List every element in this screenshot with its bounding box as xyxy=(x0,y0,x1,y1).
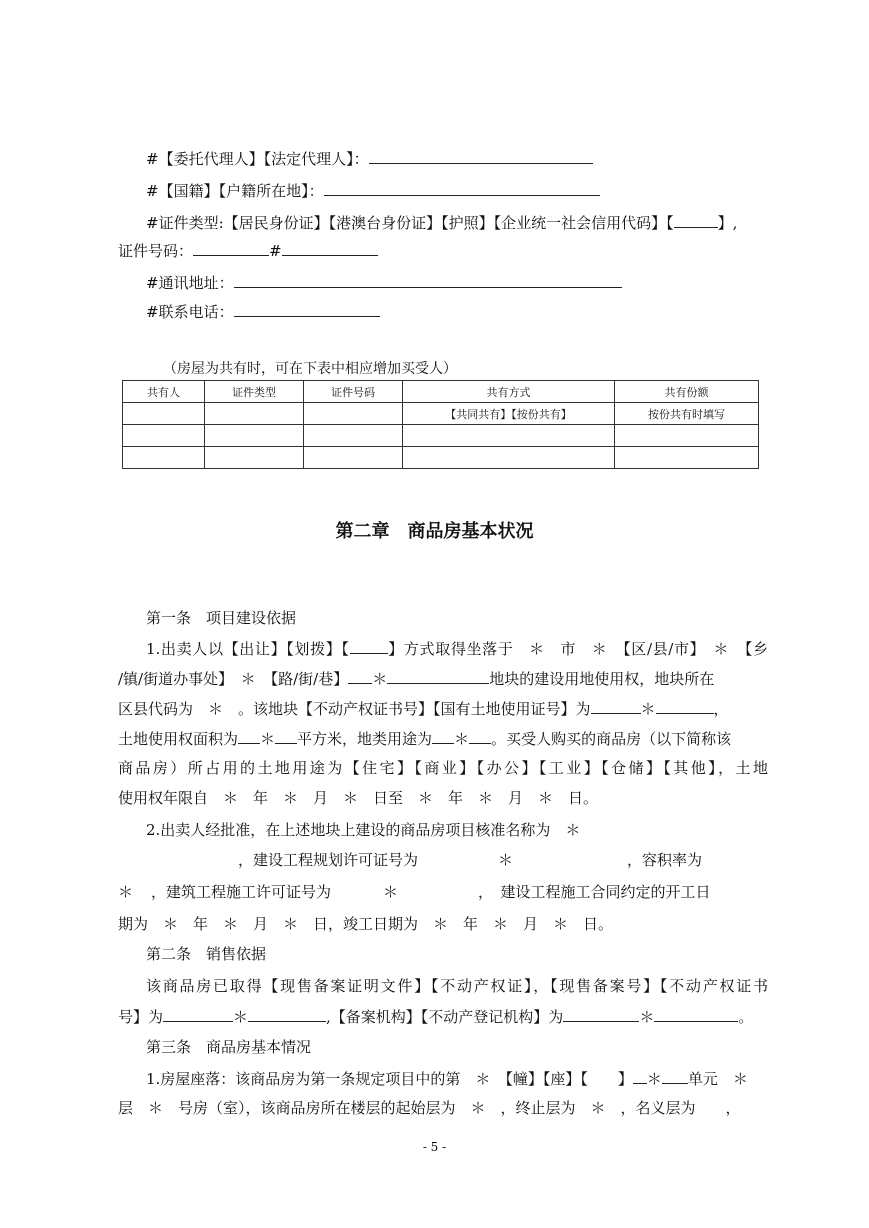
id-type-blank[interactable] xyxy=(674,212,718,228)
text: ＊ xyxy=(233,1008,249,1026)
table-cell[interactable] xyxy=(123,447,205,469)
nationality-line xyxy=(146,180,768,201)
header-ownership-share: 共有份额 xyxy=(615,381,759,403)
article-2-line-1: 该商品房已取得【现售备案证明文件】【不动产权证】，【现售备案号】【不动产权证书 xyxy=(146,977,768,995)
blank[interactable] xyxy=(238,728,260,744)
table-cell[interactable] xyxy=(123,425,205,447)
id-number-blank-2[interactable] xyxy=(282,240,378,256)
blank[interactable] xyxy=(633,1068,647,1084)
header-id-type: 证件类型 xyxy=(205,381,304,403)
page-number: - 5 - xyxy=(422,1140,447,1154)
text: ＊ xyxy=(498,851,514,869)
text: ＊ xyxy=(454,730,470,748)
address-line xyxy=(146,272,768,293)
table-cell[interactable] xyxy=(403,425,615,447)
article-2-heading: 第二条 销售依据 xyxy=(146,945,267,963)
article-3-line-2: 层 ＊ 号房（室），该商品房所在楼层的起始层为 ＊ ，终止层为 ＊ ，名义层为 ， xyxy=(118,1099,741,1117)
text: 。 xyxy=(738,1008,754,1026)
text: 区县代码为 ＊ 。该地块【不动产权证书号】【国有土地使用证号】为 xyxy=(118,700,591,718)
table-cell[interactable] xyxy=(403,447,615,469)
article-2-line-2 xyxy=(118,1006,768,1027)
id-number-label: 证件号码： xyxy=(118,242,194,260)
article-1-line-7: 2.出卖人经批准，在上述地块上建设的商品房项目核准名称为 ＊ xyxy=(146,821,581,839)
text: 土地使用权面积为 xyxy=(118,730,239,748)
article-1-line-1 xyxy=(146,638,768,659)
table-cell[interactable] xyxy=(205,447,304,469)
table-cell[interactable]: 按份共有时填写 xyxy=(615,403,759,425)
table-cell[interactable] xyxy=(615,425,759,447)
text: 】方式取得坐落于 ＊ 市 ＊ 【区/县/市】 ＊ 【乡 xyxy=(387,640,768,658)
coowner-note: （房屋为共有时，可在下表中相应增加买受人） xyxy=(163,361,457,377)
blank[interactable] xyxy=(387,668,489,684)
article-1-line-3 xyxy=(118,698,768,719)
blank[interactable] xyxy=(432,728,454,744)
table-cell[interactable] xyxy=(205,403,304,425)
table-row xyxy=(123,447,759,469)
id-number-line xyxy=(118,240,768,261)
table-cell[interactable] xyxy=(205,425,304,447)
table-cell[interactable] xyxy=(304,403,403,425)
table-cell[interactable] xyxy=(304,425,403,447)
article-1-line-5: 商品房）所占用的土地用途为【住宅】【商业】【办公】【工业】【仓储】【其他】，土地 xyxy=(118,759,768,777)
blank[interactable] xyxy=(591,698,641,714)
blank[interactable] xyxy=(563,1006,639,1022)
text: ，容积率为 xyxy=(627,851,703,869)
article-3-heading: 第三条 商品房基本情况 xyxy=(146,1038,312,1056)
text: ＊ xyxy=(260,730,276,748)
text: ＊ xyxy=(372,670,388,688)
article-1-line-4 xyxy=(118,728,768,749)
article-1-line-6: 使用权年限自 ＊ 年 ＊ 月 ＊ 日至 ＊ 年 ＊ 月 ＊ 日。 xyxy=(118,789,599,807)
blank[interactable] xyxy=(348,668,372,684)
phone-label: #联系电话： xyxy=(146,303,234,321)
text: 单元 ＊ xyxy=(687,1070,748,1088)
blank[interactable] xyxy=(662,1068,688,1084)
agent-blank[interactable] xyxy=(369,148,593,164)
article-1-line-10: 期为 ＊ 年 ＊ 月 ＊ 日，竣工日期为 ＊ 年 ＊ 月 ＊ 日。 xyxy=(118,915,614,933)
blank[interactable] xyxy=(469,728,491,744)
text: /镇/街道办事处】 ＊ 【路/街/巷】 xyxy=(118,670,349,688)
agent-label: #【委托代理人】【法定代理人】： xyxy=(146,150,369,168)
text: 地块的建设用地使用权，地块所在 xyxy=(489,670,715,688)
text: ，建筑工程施工许可证号为 xyxy=(151,883,332,901)
table-cell[interactable]: 【共同共有】【按份共有】 xyxy=(403,403,615,425)
id-type-line xyxy=(146,212,768,233)
table-header-row xyxy=(123,381,759,403)
text: 号】为 xyxy=(118,1008,164,1026)
nationality-blank[interactable] xyxy=(324,180,600,196)
blank[interactable] xyxy=(163,1006,233,1022)
address-blank[interactable] xyxy=(234,272,622,288)
article-1-heading: 第一条 项目建设依据 xyxy=(146,609,297,627)
id-type-end: 】, xyxy=(717,214,738,232)
article-3-line-1 xyxy=(146,1068,768,1089)
blank[interactable] xyxy=(654,1006,738,1022)
text: ＊ xyxy=(639,1008,655,1026)
table-cell[interactable] xyxy=(615,447,759,469)
text: ＊ xyxy=(383,883,399,901)
id-number-hash: # xyxy=(269,242,282,260)
table-cell[interactable] xyxy=(304,447,403,469)
acquisition-blank[interactable] xyxy=(350,638,388,654)
text: 平方米，地类用途为 xyxy=(297,730,433,748)
address-label: #通讯地址： xyxy=(146,274,234,292)
article-1-line-8 xyxy=(118,850,768,870)
text: 。买受人购买的商品房（以下简称该 xyxy=(491,730,732,748)
text: ， 建设工程施工合同约定的开工日 xyxy=(478,883,711,901)
text: ＊ xyxy=(640,700,656,718)
coowner-table xyxy=(122,380,759,469)
header-id-number: 证件号码 xyxy=(304,381,403,403)
text: ， xyxy=(713,700,729,718)
blank[interactable] xyxy=(656,698,714,714)
agent-line xyxy=(146,148,768,169)
header-coowner: 共有人 xyxy=(123,381,205,403)
table-row xyxy=(123,425,759,447)
text: ,【备案机构】【不动产登记机构】为 xyxy=(326,1008,564,1026)
text: 1.房屋座落：该商品房为第一条规定项目中的第 ＊ 【幢】【座】【 】 xyxy=(146,1070,633,1088)
id-number-blank-1[interactable] xyxy=(193,240,269,256)
text: ＊ xyxy=(118,883,134,901)
nationality-label: #【国籍】【户籍所在地】： xyxy=(146,182,324,200)
header-ownership-mode: 共有方式 xyxy=(403,381,615,403)
article-1-line-2 xyxy=(118,668,768,689)
phone-line xyxy=(146,301,768,322)
text: 1.出卖人以【出让】【划拨】【 xyxy=(146,640,350,658)
text: ＊ xyxy=(646,1070,662,1088)
text: ，建设工程规划许可证号为 xyxy=(238,851,419,869)
phone-blank[interactable] xyxy=(234,301,380,317)
blank[interactable] xyxy=(248,1006,326,1022)
article-1-line-9 xyxy=(118,882,768,902)
chapter-title: 第二章 商品房基本状况 xyxy=(335,521,534,542)
blank[interactable] xyxy=(275,728,297,744)
table-cell[interactable] xyxy=(123,403,205,425)
table-row xyxy=(123,403,759,425)
id-type-label: #证件类型:【居民身份证】【港澳台身份证】【护照】【企业统一社会信用代码】【 xyxy=(146,214,674,232)
